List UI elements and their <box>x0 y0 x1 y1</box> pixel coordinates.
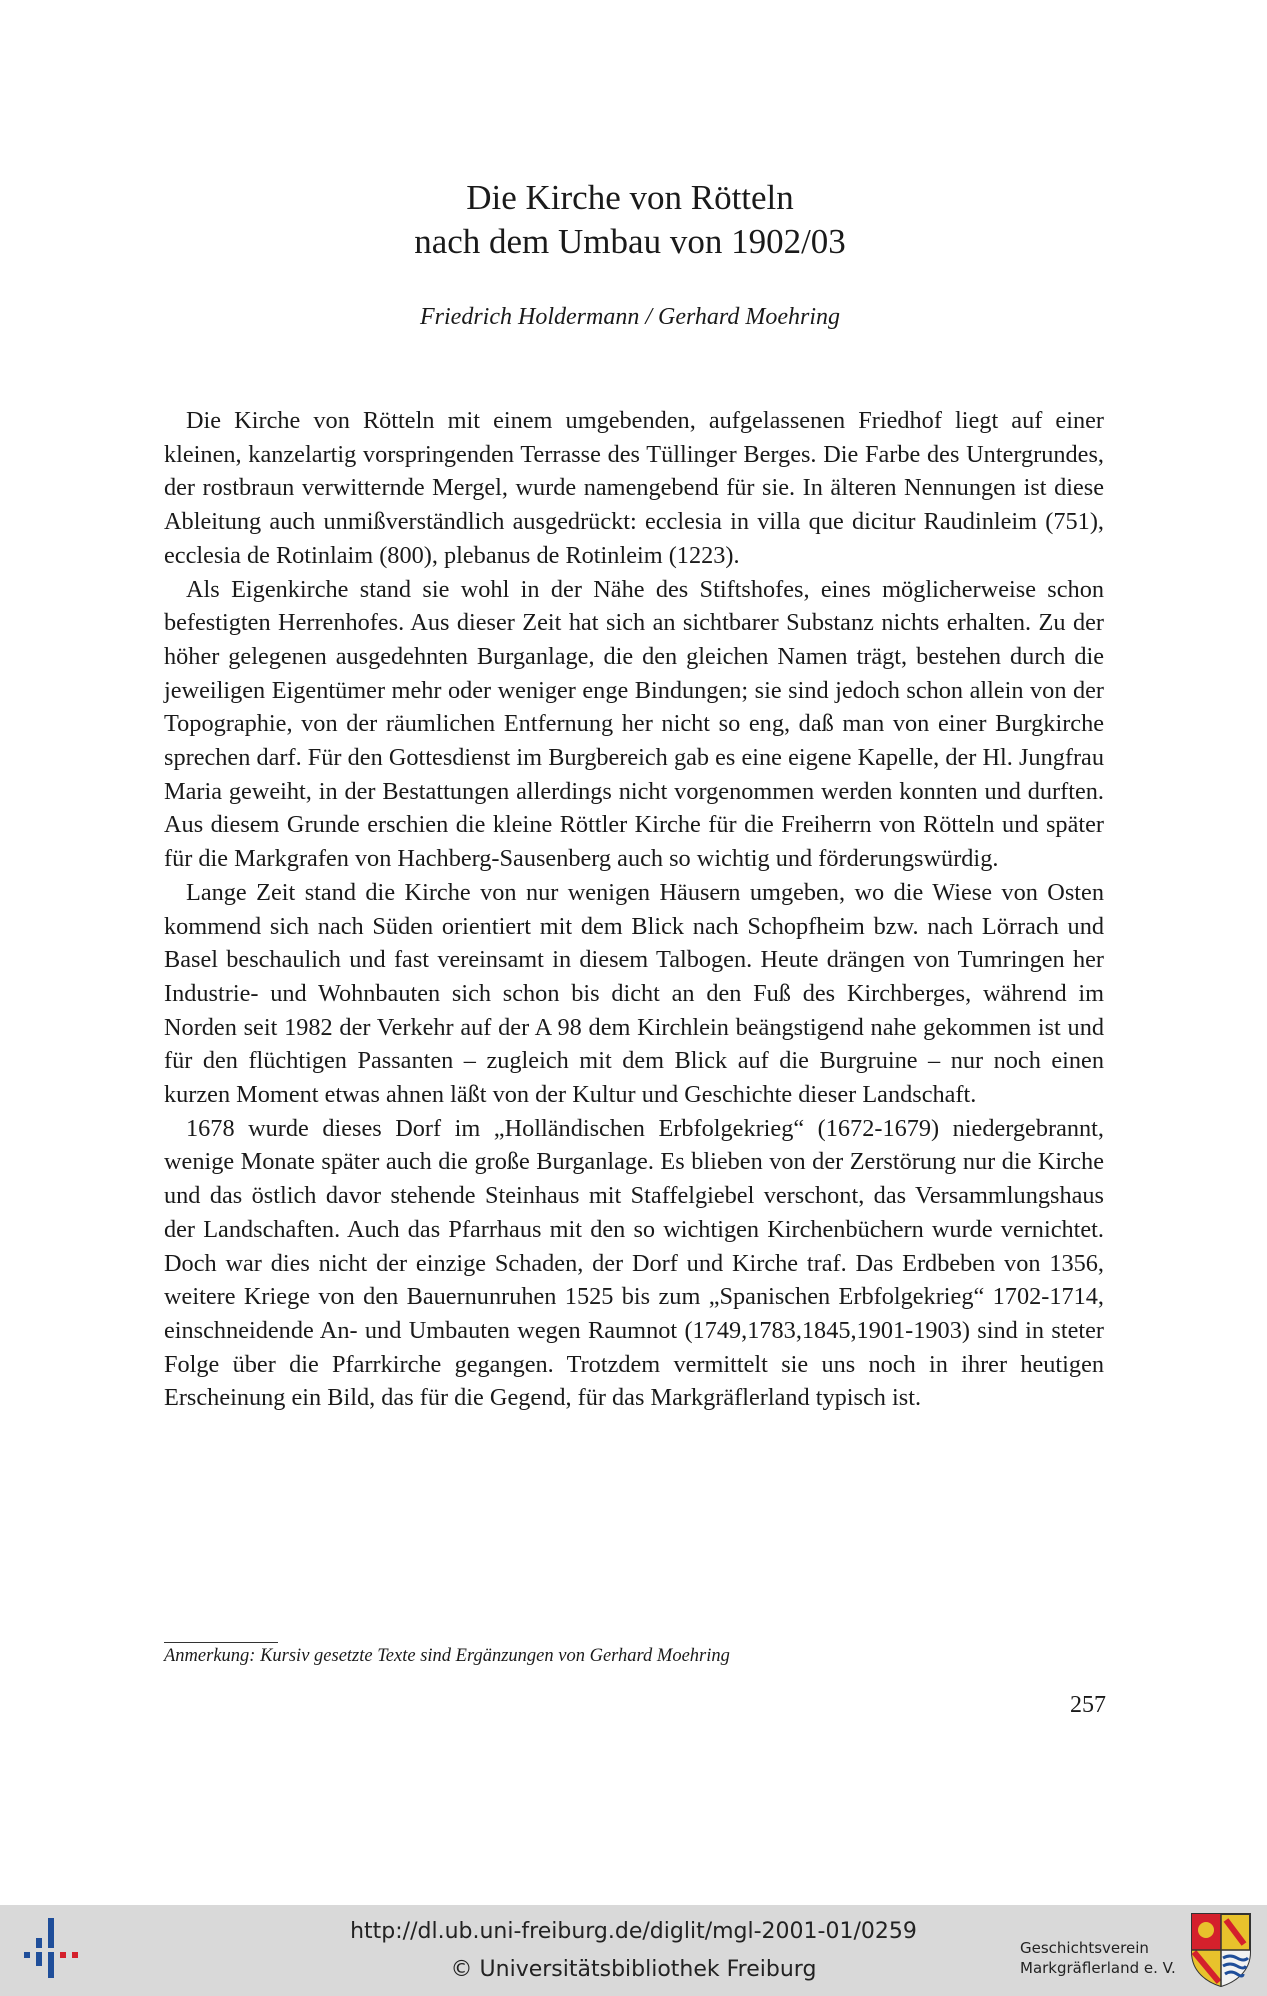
article-body <box>164 404 1104 1415</box>
page-number: 257 <box>1070 1692 1106 1718</box>
society-name <box>1020 1938 1176 1978</box>
article-title-line2: nach dem Umbau von 1902/03 <box>414 222 846 261</box>
society-name-line1: Geschichtsverein <box>1020 1939 1149 1957</box>
paragraph: Lange Zeit stand die Kirche von nur wenigen Häusern umgeben, wo die Wiese von Osten kommend sich nach Süden orientiert mit dem Blick nach Schopfheim bzw. nach Lörrach und Basel beschaulich und fast vereinsamt in diesem Talbogen. Heute drängen von Tumringen her Industrie- und Wohnbauten sich schon bis dicht an den Fuß des Kirchberges, während im Norden seit 1982 der Verkehr auf der A 98 dem Kirchlein beängstigend nahe gekommen ist und für den flüchtigen Passanten – zugleich mit dem Blick auf die Burgruine – nur noch einen kurzen Moment etwas ahnen läßt von der Kultur und Geschichte dieser Landschaft. <box>164 878 1104 1109</box>
paragraph: 1678 wurde dieses Dorf im „Holländischen Erbfolgekrieg“ (1672-1679) niedergebrannt, wenige Monate später auch die große Burganlage. Es blieben von der Zerstörung nur die Kirche und das östlich davor stehende Steinhaus mit Staffelgiebel verschont, das Versammlungshaus der Landschaften. Auch das Pfarrhaus mit den so wichtigen Kirchenbüchern wurde vernichtet. Doch war dies nicht der einzige Schaden, der Dorf und Kirche traf. Das Erdbeben von 1356, weitere Kriege von den Bauernunruhen 1525 bis zum „Spanischen Erbfolgekrieg“ 1702-1714, einschneidende An- und Umbauten wegen Raumnot (1749,1783,1845,1901-1903) sind in steter Folge über die Pfarrkirche gegangen. Trotzdem vermittelt sie uns noch in ihrer heutigen Erscheinung ein Bild, das für die Gegend, für das Markgräflerland typisch ist. <box>164 1114 1104 1412</box>
article-title <box>0 176 1260 264</box>
footer-copyright: © Universitätsbibliothek Freiburg <box>450 1957 817 1982</box>
coat-of-arms-icon <box>1190 1912 1252 1988</box>
paragraph: Die Kirche von Rötteln mit einem umgebenden, aufgelassenen Friedhof liegt auf einer kleinen, kanzelartig vorspringenden Terrasse des Tüllinger Berges. Die Farbe des Untergrundes, der rostbraun verwitternde Mergel, wurde namengebend für sie. In älteren Nennungen ist diese Ableitung auch unmißverständlich ausgedrückt: ecclesia in villa que dicitur Raudinleim (751), ecclesia de Rotinlaim (800), plebanus de Rotinleim (1223). <box>164 407 1104 569</box>
paragraph: Als Eigenkirche stand sie wohl in der Nähe des Stiftshofes, eines möglicherweise schon befestigten Herrenhofes. Aus dieser Zeit hat sich an sichtbarer Substanz nichts erhalten. Zu der höher gelegenen ausgedehnten Burganlage, die den gleichen Namen trägt, bestehen durch die jeweiligen Eigentümer mehr oder weniger enge Bindungen; sie sind jedoch schon allein von der Topographie, von der räumlichen Entfernung her nicht so eng, daß man von einer Burgkirche sprechen darf. Für den Gottesdienst im Burgbereich gab es eine eigene Kapelle, der Hl. Jungfrau Maria geweiht, in der Bestattungen allerdings nicht vorgenommen werden konnten und durften. Aus diesem Grunde erschien die kleine Röttler Kirche für die Freiherrn von Rötteln und später für die Markgrafen von Hachberg-Sausenberg auch so wichtig und förderungswürdig. <box>164 575 1104 873</box>
article-authors: Friedrich Holdermann / Gerhard Moehring <box>420 304 840 330</box>
footer-url-link[interactable]: http://dl.ub.uni-freiburg.de/diglit/mgl-2001-01/0259 <box>350 1919 917 1944</box>
footnote: Anmerkung: Kursiv gesetzte Texte sind Ergänzungen von Gerhard Moehring <box>164 1646 730 1666</box>
article-title-line1: Die Kirche von Rötteln <box>466 178 794 217</box>
society-name-line2: Markgräflerland e. V. <box>1020 1959 1176 1977</box>
